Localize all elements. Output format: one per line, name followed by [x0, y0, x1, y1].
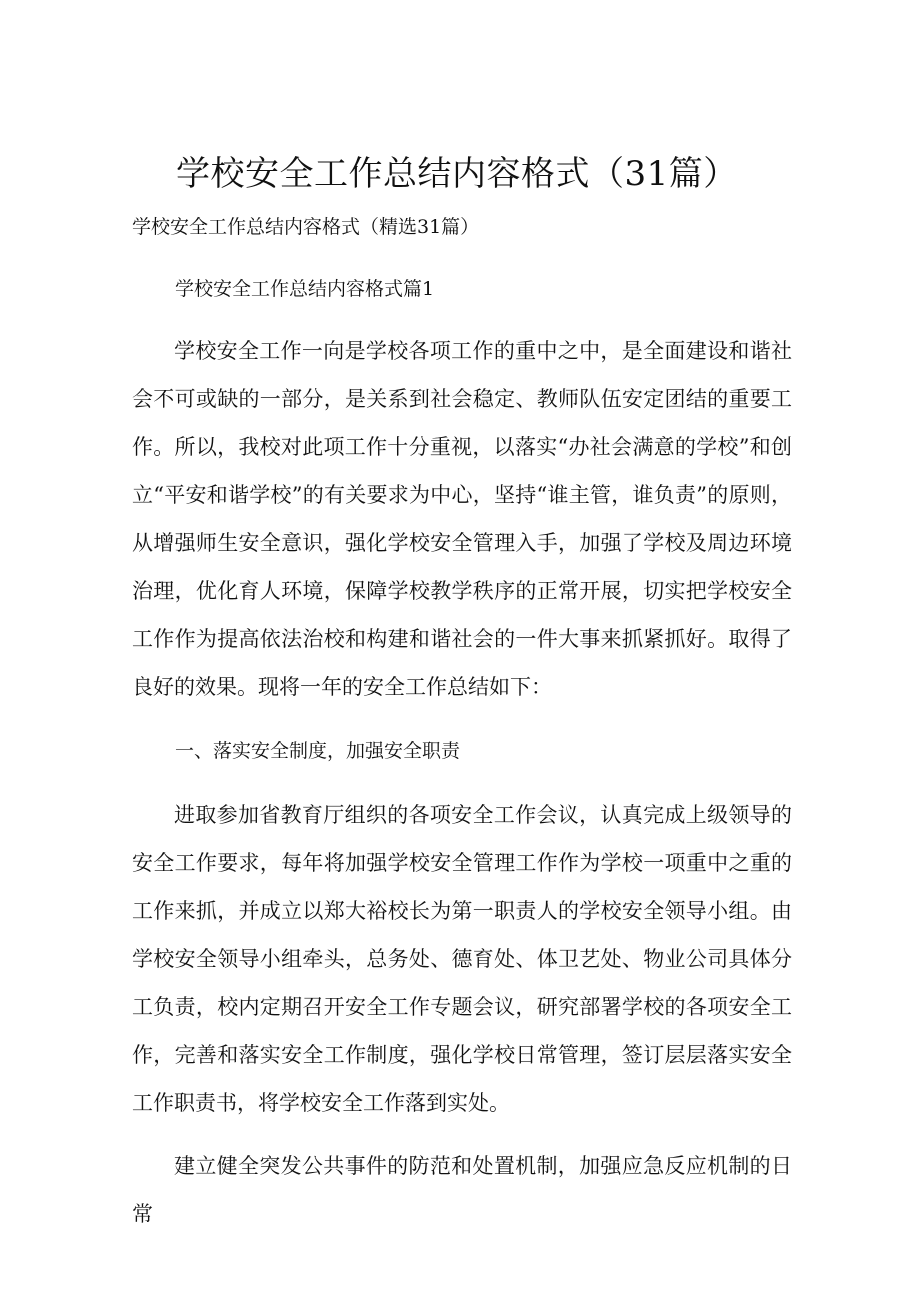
- body-paragraph: 建立健全突发公共事件的防范和处置机制，加强应急反应机制的日常: [132, 1154, 792, 1226]
- body-paragraph: 进取参加省教育厅组织的各项安全工作会议，认真完成上级领导的安全工作要求，每年将加强学校安全管理工作作为学校一项重中之重的工作来抓，并成立以郑大裕校长为第一职责人的学校安全领导小组。由学校安全领导小组牵头，总务处、德育处、体卫艺处、物业公司具体分工负责，校内定期召开安全工作专题会议，研究部署学校的各项安全工作，完善和落实安全工作制度，强化学校日常管理，签订层层落实安全工作职责书，将学校安全工作落到实处。: [132, 803, 792, 1115]
- document-title: 学校安全工作总结内容格式（31篇）: [176, 154, 738, 194]
- section-heading: 一、落实安全制度，加强安全职责: [175, 740, 461, 762]
- body-paragraph: 学校安全工作一向是学校各项工作的重中之中，是全面建设和谐社会不可或缺的一部分，是关系到社会稳定、教师队伍安定团结的重要工作。所以，我校对此项工作十分重视，以落实“办社会满意的学校”和创立“平安和谐学校”的有关要求为中心，坚持“谁主管，谁负责”的原则，从增强师生安全意识，强化学校安全管理入手，加强了学校及周边环境治理，优化育人环境，保障学校教学秩序的正常开展，切实把学校安全工作作为提高依法治校和构建和谐社会的一件大事来抓紧抓好。取得了良好的效果。现将一年的安全工作总结如下：: [132, 339, 792, 699]
- document-subtitle: 学校安全工作总结内容格式（精选31篇）: [132, 216, 480, 238]
- chapter-heading: 学校安全工作总结内容格式篇1: [175, 278, 435, 300]
